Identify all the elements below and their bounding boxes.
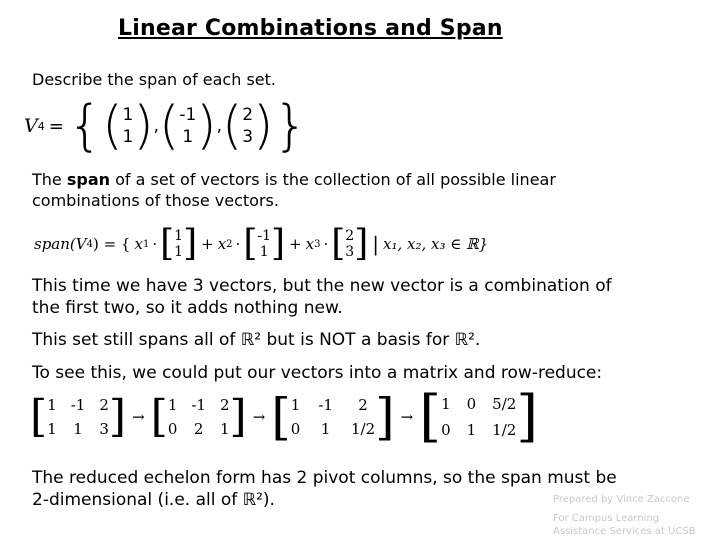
definition-term: span <box>66 170 111 189</box>
m3-r1c1: 1 <box>290 396 301 414</box>
m2-r2c2: 2 <box>193 420 204 438</box>
formula-v3-b: 3 <box>345 244 355 260</box>
formula-v2-b: 1 <box>259 244 269 260</box>
vector-2-b: 1 <box>182 127 194 147</box>
m3-r2c2: 1 <box>320 420 331 438</box>
m1-r1c2: -1 <box>70 396 86 414</box>
m1-r1c3: 2 <box>99 396 109 414</box>
set-close-brace: } <box>273 94 308 157</box>
vector-1-b: 1 <box>122 127 134 147</box>
m1-r2c2: 1 <box>73 420 83 438</box>
vector-3: ( 2 3 ) <box>221 96 274 156</box>
m3-r1c2: -1 <box>318 396 333 414</box>
m1-r2c3: 3 <box>99 420 109 438</box>
formula-x2: x <box>217 235 227 253</box>
vector-2-a: -1 <box>179 105 197 125</box>
m4-r2c2: 1 <box>466 421 477 439</box>
page-title: Linear Combinations and Span <box>118 16 503 41</box>
set-equals: = <box>48 115 64 137</box>
formula-v3-a: 2 <box>345 228 355 244</box>
prompt-text: Describe the span of each set. <box>32 70 276 89</box>
definition-post: of a set of vectors is the collection of all possible linear <box>110 170 556 189</box>
m4-r2c1: 0 <box>441 421 451 439</box>
m3-r2c1: 0 <box>290 420 301 438</box>
matrix-2: [ 1 -1 2 0 2 1 ] <box>150 391 247 442</box>
set-label: V <box>24 115 38 137</box>
m3-r1c3: 2 <box>358 396 368 414</box>
formula-x1-sub: 1 <box>142 238 150 250</box>
formula-open: ) = { <box>92 235 131 253</box>
definition-pre: The <box>32 170 67 189</box>
formula-x3-sub: 3 <box>314 238 321 250</box>
conclusion-line-1: The reduced echelon form has 2 pivot columns, so the span must be <box>32 468 617 488</box>
paragraph-1-line-2: the first two, so it adds nothing new. <box>32 298 343 318</box>
formula-v1-a: 1 <box>174 228 184 244</box>
m1-r1c1: 1 <box>47 396 57 414</box>
m1-r2c1: 1 <box>47 420 57 438</box>
m4-r1c2: 0 <box>466 395 477 413</box>
formula-condition: x₁, x₂, x₃ ∈ ℝ} <box>383 235 489 253</box>
formula-x2-sub: 2 <box>226 238 233 250</box>
m2-r1c1: 1 <box>167 396 178 414</box>
vector-set: V 4 = { ( 1 1 ) , ( -1 1 ) , ( 2 3 ) } <box>24 94 308 157</box>
matrix-4: [ 1 0 5/2 0 1 1/2 ] <box>419 384 539 449</box>
credit-line-1: Prepared by Vince Zaccone <box>553 494 690 505</box>
m2-r1c2: -1 <box>191 396 206 414</box>
vector-3-b: 3 <box>242 127 254 147</box>
set-open-brace: { <box>67 94 103 157</box>
set-subscript: 4 <box>37 119 45 133</box>
m4-r1c1: 1 <box>441 395 451 413</box>
arrow-3: → <box>400 408 414 426</box>
definition-line-2: combinations of those vectors. <box>32 191 279 210</box>
paragraph-3: To see this, we could put our vectors into a matrix and row-reduce: <box>32 363 603 383</box>
vector-1: ( 1 1 ) <box>102 96 154 156</box>
m2-r1c3: 2 <box>219 396 230 414</box>
formula-v2-a: -1 <box>257 228 271 244</box>
formula-v1-b: 1 <box>174 244 184 260</box>
span-formula: span(V 4 ) = { x 1 · [ 1 1 ] + x 2 · [ -1 1 ] + x 3 · [ 2 3 ] | x₁, x₂, x₃ ∈ ℝ} <box>34 223 489 264</box>
vector-2: ( -1 1 ) <box>159 96 217 156</box>
m2-r2c3: 1 <box>219 420 230 438</box>
m4-r1c3: 5/2 <box>492 395 517 413</box>
credit-line-2: For Campus Learning <box>553 513 660 524</box>
formula-x3: x <box>305 235 315 253</box>
matrix-3: [ 1 -1 2 0 1 1/2 ] <box>271 388 395 446</box>
m4-r2c3: 1/2 <box>492 421 517 439</box>
matrix-1: [ 1 -1 2 1 1 3 ] <box>30 391 127 442</box>
formula-x1: x <box>134 235 143 253</box>
formula-lhs-sub: 4 <box>86 238 93 250</box>
arrow-1: → <box>132 408 145 426</box>
vector-3-a: 2 <box>242 105 254 125</box>
paragraph-1-line-1: This time we have 3 vectors, but the new vector is a combination of <box>32 276 612 296</box>
row-reduction <box>30 384 539 449</box>
vector-1-a: 1 <box>122 105 134 125</box>
arrow-2: → <box>252 408 266 426</box>
formula-lhs: span(V <box>34 235 87 253</box>
paragraph-2: This set still spans all of ℝ² but is NOT a basis for ℝ². <box>32 330 481 350</box>
definition-line-1 <box>32 170 556 189</box>
conclusion-line-2: 2-dimensional (i.e. all of ℝ²). <box>32 490 275 510</box>
m3-r2c3: 1/2 <box>350 420 376 438</box>
credit-line-3: Assistance Services at UCSB <box>553 526 696 537</box>
m2-r2c1: 0 <box>167 420 178 438</box>
